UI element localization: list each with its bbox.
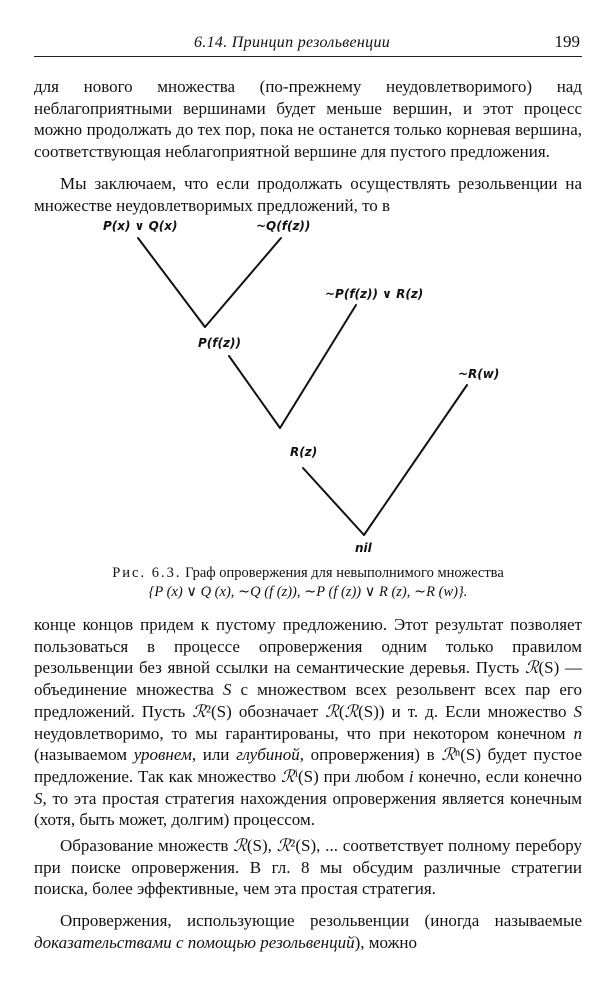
script-r-symbol: ℛ bbox=[441, 745, 455, 765]
emphasis-resolution-proofs: доказательствами с помощью резольвенций bbox=[34, 932, 355, 952]
script-r-symbol: ℛ bbox=[281, 766, 295, 786]
edge-n3-n6 bbox=[280, 305, 356, 428]
edge-n2-n4 bbox=[205, 238, 281, 327]
caption-text: Граф опровержения для невыполнимого множества bbox=[181, 565, 504, 581]
script-r-symbol: ℛ bbox=[192, 701, 206, 721]
paragraph-2: Мы заключаем, что если продолжать осуществлять резольвенции на множестве неудовлетворимых предложений, то в bbox=[34, 174, 582, 215]
caption-clause-set: {P (x) ∨ Q (x), ∼Q (f (z)), ∼P (f (z)) ∨ R (z), ∼R (w)}. bbox=[148, 584, 468, 600]
page-header bbox=[34, 32, 582, 57]
graph-edges bbox=[138, 238, 467, 535]
node-clause-4: ~R(w) bbox=[458, 367, 500, 381]
node-clause-1: P(x) ∨ Q(x) bbox=[103, 219, 178, 233]
node-clause-2: ~Q(f(z)) bbox=[256, 219, 311, 233]
edge-n1-n4 bbox=[138, 238, 205, 327]
emphasis-depth: глубиной bbox=[236, 745, 300, 765]
node-resolvent-2: R(z) bbox=[290, 445, 318, 459]
refutation-graph bbox=[0, 210, 610, 560]
script-r-symbol: ℛ bbox=[344, 701, 359, 721]
running-head: 6.14. Принцип резольвенции bbox=[194, 34, 391, 51]
figure-caption bbox=[34, 564, 582, 602]
emphasis-level: уровнем bbox=[133, 745, 192, 765]
script-r-symbol: ℛ bbox=[233, 836, 247, 855]
page-number: 199 bbox=[554, 32, 580, 51]
script-r-symbol: ℛ bbox=[276, 836, 291, 855]
paragraph-1: для нового множества (по-прежнему неудовлетворимого) над неблагоприятными вершинами будет меньше вершин, и этот процесс можно продолжать до тех пор, пока не останется только корневая вершина, соответствующая неблагоприятной вершине для пустого предложения. bbox=[34, 77, 582, 162]
paragraph-4: Образование множеств ℛ(S), ℛ²(S), ... соответствует полному перебору при поиске опровержения. В гл. 8 мы обсудим различные стратегии поиска, более эффективные, чем эта простая стратегия. bbox=[34, 836, 582, 899]
edge-n5-n7 bbox=[364, 385, 467, 535]
edge-n6-n7 bbox=[303, 468, 364, 535]
script-r-symbol: ℛ bbox=[325, 701, 339, 721]
edge-n4-n6 bbox=[229, 356, 280, 428]
paragraph-5: Опровержения, использующие резольвенции (иногда называемые доказательствами с помощью резольвенций), можно bbox=[34, 911, 582, 952]
script-r-symbol: ℛ bbox=[524, 658, 539, 678]
paragraph-3: конце концов придем к пустому предложению. Этот результат позволяет пользоваться в процессе опровержения одним только правилом резольвенции без явной ссылки на семантические деревья. Пусть ℛ(S) — объединение множества S с множеством всех резольвент всех пар его предложений. Пусть ℛ²(S) обозначает ℛ(ℛ(S)) и т. д. Если множество S неудовлетворимо, то мы гарантированы, что при некотором конечном n (называемом уровнем, или глубиной, опровержения) в ℛⁿ(S) будет пустое предложение. Так как множество ℛⁱ(S) при любом i конечно, если конечно S, то эта простая стратегия нахождения опровержения является конечным (хотя, быть может, долгим) процессом. bbox=[34, 615, 583, 830]
node-resolvent-1: P(f(z)) bbox=[198, 336, 241, 350]
node-clause-3: ~P(f(z)) ∨ R(z) bbox=[325, 287, 424, 301]
node-nil: nil bbox=[355, 541, 372, 555]
caption-label: Рис. 6.3. bbox=[112, 565, 182, 581]
